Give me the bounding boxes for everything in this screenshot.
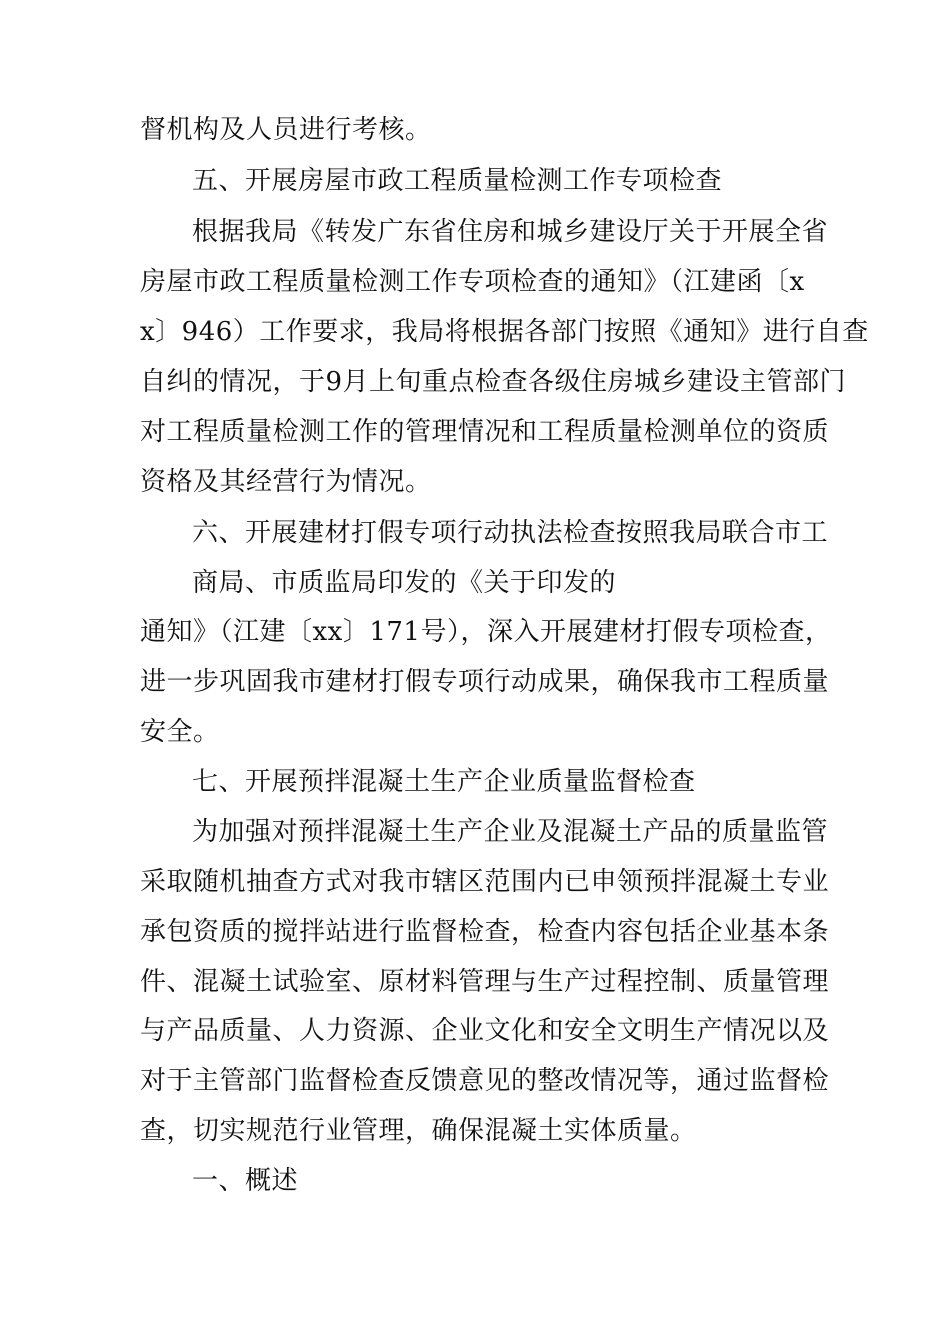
text-line: 根据我局《转发广东省住房和城乡建设厅关于开展全省 xyxy=(192,217,829,247)
text-line: 房屋市政工程质量检测工作专项检查的通知》（江建函〔x xyxy=(140,267,805,297)
text-line: 资格及其经营行为情况。 xyxy=(140,467,432,497)
text-line: 与产品质量、人力资源、企业文化和安全文明生产情况以及 xyxy=(140,1016,830,1046)
text-line: 为加强对预拌混凝土生产企业及混凝土产品的质量监管 xyxy=(192,817,829,847)
text-line: 承包资质的搅拌站进行监督检查，检查内容包括企业基本条 xyxy=(140,917,830,947)
text-line: 对于主管部门监督检查反馈意见的整改情况等，通过监督检 xyxy=(140,1066,830,1096)
text-line: 安全。 xyxy=(140,717,220,747)
section-heading-7: 七、开展预拌混凝土生产企业质量监督检查 xyxy=(192,767,696,797)
text-line: 对工程质量检测工作的管理情况和工程质量检测单位的资质 xyxy=(140,417,830,447)
text-line: 件、混凝土试验室、原材料管理与生产过程控制、质量管理 xyxy=(140,967,830,997)
section-heading-6: 六、开展建材打假专项行动执法检查按照我局联合市工 xyxy=(192,518,829,548)
text-line: 自纠的情况，于9月上旬重点检查各级住房城乡建设主管部门 xyxy=(140,367,847,397)
text-line: 采取随机抽查方式对我市辖区范围内已申领预拌混凝土专业 xyxy=(140,867,830,897)
text-line: 进一步巩固我市建材打假专项行动成果，确保我市工程质量 xyxy=(140,667,830,697)
text-line: 商局、市质监局印发的《关于印发的 xyxy=(192,568,617,598)
text-line: 查，切实规范行业管理，确保混凝土实体质量。 xyxy=(140,1116,697,1146)
text-line: 通知》（江建〔xx〕171号），深入开展建材打假专项检查， xyxy=(140,617,832,647)
section-heading-5: 五、开展房屋市政工程质量检测工作专项检查 xyxy=(192,166,723,196)
text-line: 督机构及人员进行考核。 xyxy=(140,115,432,145)
section-heading-1: 一、概述 xyxy=(192,1166,299,1196)
text-line: x〕946）工作要求，我局将根据各部门按照《通知》进行自查 xyxy=(140,317,869,347)
